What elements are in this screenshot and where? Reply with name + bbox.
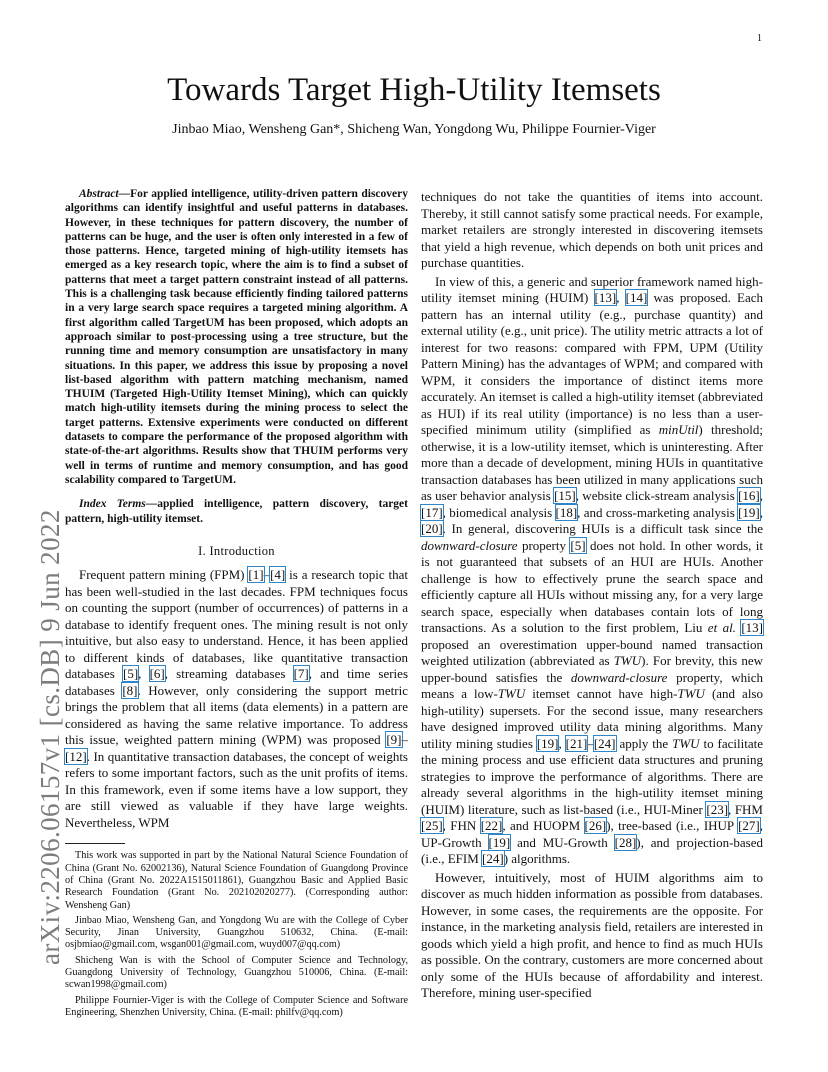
text-run: to facilitate the mining process and use efficient data structures and pruning strategies to improve the performance of algorithms. There are already several algorithms in the high-utility itemset mining (HUIM) literature, such as list-based (i.e., HUI-Miner <box>421 735 763 817</box>
citation-link[interactable]: [13] <box>741 620 763 635</box>
text-run: Frequent pattern mining (FPM) <box>79 567 249 583</box>
citation-link[interactable]: [19] <box>738 504 760 520</box>
text-run: – <box>263 567 271 583</box>
intro-paragraph-3: However, intuitively, most of HUIM algorithms aim to discover as much hidden information as possible from databases. However, in some cases, the requirements are the opposite. For instance, in the marketing analysis field, retailers are interested in goods which yield a high profit, and hence to find as much HUIs as possible. On the contrary, customers are more concerned about only some of the HUIs because of affordability and interest. Therefore, mining user-specified <box>421 869 763 1000</box>
text-run: , and HUOPM <box>502 818 585 833</box>
text-run: and MU-Growth <box>510 834 615 850</box>
citation-link[interactable]: [8] <box>122 682 138 698</box>
citation-link[interactable]: [12] <box>65 748 87 764</box>
citation-link[interactable]: [13] <box>594 290 617 305</box>
citation-link[interactable]: [5] <box>570 537 586 553</box>
citation-link[interactable]: [26] <box>584 818 607 833</box>
text-run: property, which means a low- <box>421 669 764 701</box>
paper-authors: Jinbao Miao, Wensheng Gan*, Shicheng Wan, Yongdong Wu, Philippe Fournier-Viger <box>172 122 656 137</box>
citation-link[interactable]: [22] <box>480 818 503 833</box>
citation-link[interactable]: [24] <box>482 851 504 866</box>
text-run: . However, only considering the support metric brings the problem that all items (data elements) in a pattern are considered as having the same relative importance. To address this issue, weighted pattern mining (WPM) was proposed <box>65 682 409 748</box>
citation-link[interactable]: [16] <box>738 488 760 503</box>
citation-link[interactable]: [27] <box>738 818 760 833</box>
text-run: property <box>517 537 571 553</box>
arxiv-stamp: arXiv:2206.06157v1 [cs.DB] 9 Jun 2022 <box>35 509 65 965</box>
text-run: , <box>558 735 566 751</box>
text-run: , <box>616 290 626 305</box>
text-run: itemset cannot have high- <box>525 686 678 701</box>
text-run: minUtil <box>658 422 699 437</box>
text-run: TWU <box>613 653 642 668</box>
paper-title: Towards Target High-Utility Itemsets <box>167 72 661 108</box>
citation-link[interactable]: [9] <box>386 732 402 748</box>
text-run: ), and projection-based (i.e., EFIM <box>421 834 764 866</box>
text-run: downward-closure <box>570 669 668 685</box>
text-run: TWU <box>677 686 705 701</box>
text-run: In view of this, a generic and superior framework named high-utility itemset mining (HUIM) <box>421 273 763 305</box>
text-run: – <box>587 735 594 751</box>
abstract <box>65 187 408 487</box>
citation-link[interactable]: [5] <box>122 666 139 682</box>
page-number: 1 <box>757 33 762 44</box>
text-run: , FHN <box>442 818 481 833</box>
footnote-affiliation-2: Shicheng Wan is with the School of Computer Science and Technology, Guangdong University of Technology, Guangzhou 510006, China. (E-mail: scwan1998@gmail.com) <box>65 954 408 991</box>
citation-link[interactable]: [28] <box>614 834 637 850</box>
citation-link[interactable]: [21] <box>565 735 588 751</box>
text-run: , <box>138 666 150 682</box>
text-run: , streaming databases <box>164 666 294 682</box>
citation-link[interactable]: [18] <box>555 504 578 520</box>
section-title: I. Introduction <box>198 543 275 558</box>
text-run: is a research topic that has been well-studied in the last decades. FPM techniques focus on counting the support (number of occurrences) of patterns in a database to identify frequent ones. The mining result is not only intuitive, but also easy to understand. Hence, it has been applied to different kinds of databases, like quantitative transaction databases <box>65 567 408 682</box>
citation-link[interactable]: [4] <box>270 567 286 583</box>
citation-link[interactable]: [24] <box>593 735 616 751</box>
text-run: , and time series databases <box>65 666 408 698</box>
intro-paragraph-2 <box>421 274 763 868</box>
citation-link[interactable]: [14] <box>625 290 648 305</box>
citation-link[interactable]: [19] <box>488 834 511 850</box>
intro-paragraph-continued: techniques do not take the quantities of items into account. Thereby, it still cannot satisfy some practical needs. For example, market retailers are strongly interested in discovering itemsets that yield a high revenue, which depends on both unit prices and purchase quantities. <box>421 189 763 270</box>
index-terms-text: —applied intelligence, pattern discovery, target pattern, high-utility itemset. <box>65 498 408 525</box>
text-run: – <box>401 732 408 748</box>
right-column <box>421 189 763 1002</box>
text-run: , website click-stream analysis <box>575 488 739 503</box>
citation-link[interactable]: [1] <box>248 567 264 583</box>
text-run: TWU <box>497 686 526 701</box>
citation-link[interactable]: [15] <box>554 488 576 503</box>
citation-link[interactable]: [23] <box>706 801 729 817</box>
text-run: , FHM <box>728 801 763 817</box>
intro-paragraph-1 <box>65 567 408 831</box>
text-run: . In general, discovering HUIs is a difficult task since the <box>442 521 763 536</box>
text-run: , UP-Growth <box>421 818 763 850</box>
text-run: ), tree-based (i.e., IHUP <box>606 818 739 833</box>
text-run: ). For brevity, this new upper-bound satisfies the <box>421 653 764 685</box>
citation-link[interactable]: [17] <box>421 504 443 520</box>
citation-link[interactable]: [19] <box>536 735 559 751</box>
text-run: TWU <box>672 735 700 751</box>
text-run: apply the <box>615 735 673 751</box>
text-run: , <box>759 488 763 503</box>
abstract-label: Abstract <box>79 188 119 200</box>
text-run: , <box>759 504 763 520</box>
footnote-affiliation-1: Jinbao Miao, Wensheng Gan, and Yongdong Wu are with the College of Cyber Security, Jinan University, Guangzhou 510632, China. (E-mail: osjbmiao@gmail.com, wsgan001@gmail.com, wuyd007@qq.com) <box>65 914 408 951</box>
index-terms-label: Index Terms <box>79 498 146 511</box>
citation-link[interactable]: [7] <box>293 666 309 682</box>
footnote-affiliation-3: Philippe Fournier-Viger is with the College of Computer Science and Software Engineering, Shenzhen University, China. (E-mail: philfv@qq.com) <box>65 994 408 1018</box>
text-run: ) algorithms. <box>503 851 571 866</box>
text-run: et al. <box>707 620 736 635</box>
text-run: does not hold. In other words, it is not guaranteed that subsets of an HUI are HUIs. Another challenge is how to effectively prune the search space and efficiently capture all HUIs without missing any, for a very large search space, especially when databases contain lots of long transactions. As a solution to the first problem, Liu <box>421 537 764 635</box>
text-run: . In quantitative transaction databases, the concept of weights refers to some important factors, such as the unit profits of items. In this framework, even if some items have a low support, they are still viewed as valuable if they have large weights. Nevertheless, WPM <box>65 748 408 830</box>
left-column <box>65 187 408 1022</box>
footnote-funding: This work was supported in part by the National Natural Science Foundation of China (Grant No. 62002136), Natural Science Foundation of Guangdong Province of China (Grant No. 2022A1515011861), Guangzhou Basic and Applied Basic Research Foundation (Grant No. 202102020277). (Corresponding author: Wensheng Gan) <box>65 850 408 911</box>
index-terms <box>65 497 408 526</box>
text-run: , and cross-marketing analysis <box>577 504 739 520</box>
citation-link[interactable]: [25] <box>421 818 443 833</box>
text-run: ) threshold; otherwise, it is a low-utility itemset, which is uninteresting. After more than a decade of development, mining HUIs in quantitative transaction databases has been utilized in many applications such as user behavior analysis <box>421 422 763 503</box>
text-run: (and also high-utility) supersets. For the second issue, many researchers have designed improved utility data mining algorithms. Many utility mining studies <box>421 686 763 751</box>
citation-link[interactable]: [20] <box>421 521 443 536</box>
text-run: proposed an overestimation upper-bound named transaction weighted utilization (abbreviated as <box>421 636 763 668</box>
footnote-rule <box>65 843 125 844</box>
citation-link[interactable]: [6] <box>149 666 165 682</box>
abstract-text: —For applied intelligence, utility-driven pattern discovery algorithms can identify insightful and useful patterns in databases. However, in these techniques for pattern discovery, the number of patterns can be huge, and the user is often only interested in a few of those patterns. Hence, targeted mining of high-utility itemsets has emerged as a key research topic, where the aim is to find a subset of patterns that meet a target pattern constraint instead of all patterns. This is a challenging task because efficiently finding tailored patterns in a very large search space requires a targeted mining algorithm. A first algorithm called TargetUM has been proposed, which adopts an approach similar to post-processing using a tree structure, but the running time and memory consumption are unsatisfactory in many situations. In this paper, we address this issue by proposing a novel list-based algorithm with pattern matching mechanism, named THUIM (Targeted High-Utility Itemset Mining), which can quickly match high-utility itemsets during the mining process to select the target patterns. Extensive experiments were conducted on different datasets to compare the performance of the proposed algorithm with state-of-the-art algorithms. Results show that THUIM performs very well in terms of runtime and memory consumption, and has good scalability compared to TargetUM. <box>65 188 408 486</box>
text-run: , biomedical analysis <box>442 504 556 520</box>
text-run: downward-closure <box>421 537 518 553</box>
text-run: was proposed. Each pattern has an internal utility (e.g., purchase quantity) and external utility (e.g., unit price). The utility metric attracts a lot of interest for two reasons: compared with FPM, UPM (Utility Pattern Mining) has the advantages of WPM; and compared with WPM, it considers the importance of distinct items more accurately. An itemset is called a high-utility itemset (abbreviated as HUI) if its real utility (importance) is no less than a user-specified minimum utility (simplified as <box>421 290 764 437</box>
